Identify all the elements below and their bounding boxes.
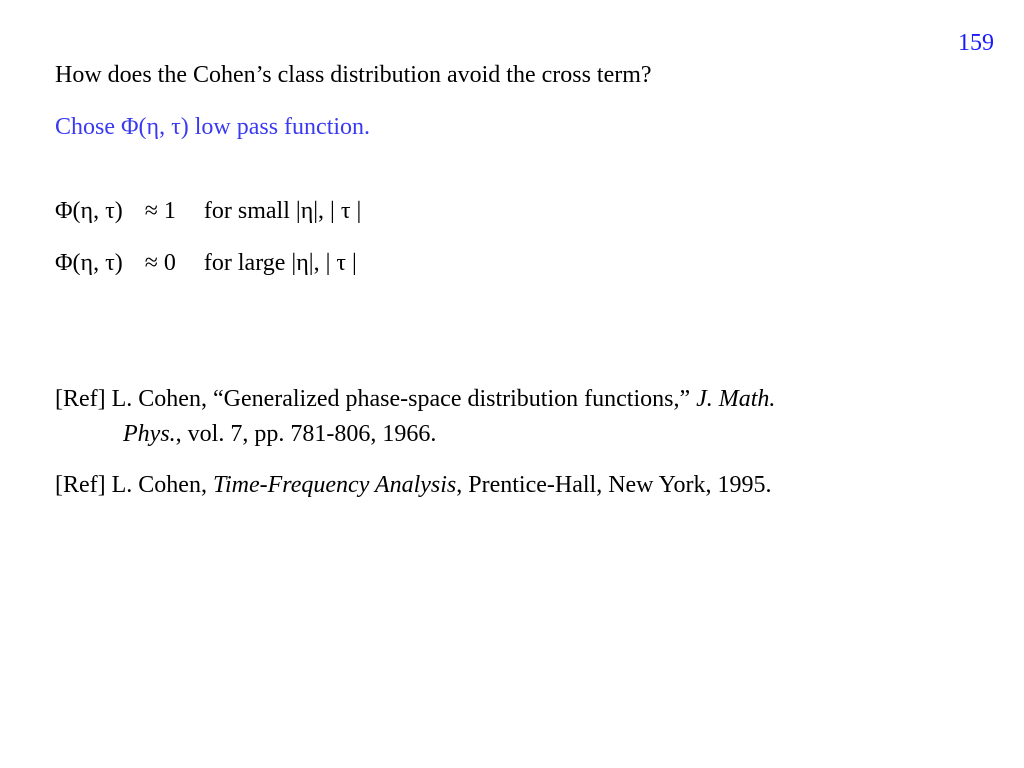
page-number: 159 — [958, 30, 994, 56]
equation-relation: ≈ 1 — [144, 198, 176, 224]
equation-large — [55, 250, 357, 277]
equation-condition: for large |η|, | τ | — [203, 250, 357, 276]
reference-1 — [55, 386, 775, 413]
reference-1-journal: J. Math. — [696, 386, 776, 412]
equation-relation: ≈ 0 — [144, 250, 176, 276]
reference-2-prefix: [Ref] L. Cohen, — [55, 472, 213, 498]
reference-2 — [55, 472, 772, 499]
equation-condition: for small |η|, | τ | — [203, 198, 362, 224]
reference-1-continuation — [123, 421, 436, 448]
reference-1-journal-cont: Phys. — [123, 421, 176, 447]
answer-text: Chose Φ(η, τ) low pass function. — [55, 114, 371, 140]
equation-lhs: Φ(η, τ) — [55, 250, 123, 276]
reference-1-prefix: [Ref] L. Cohen, “Generalized phase-space distribution functions,” — [55, 386, 697, 412]
equation-small — [55, 198, 361, 225]
reference-2-title: Time-Frequency Analysis — [212, 472, 457, 498]
equation-lhs: Φ(η, τ) — [55, 198, 123, 224]
reference-2-suffix: , Prentice-Hall, New York, 1995. — [456, 472, 772, 498]
question-text: How does the Cohen’s class distribution avoid the cross term? — [55, 62, 652, 88]
reference-1-suffix: , vol. 7, pp. 781-806, 1966. — [175, 421, 437, 447]
